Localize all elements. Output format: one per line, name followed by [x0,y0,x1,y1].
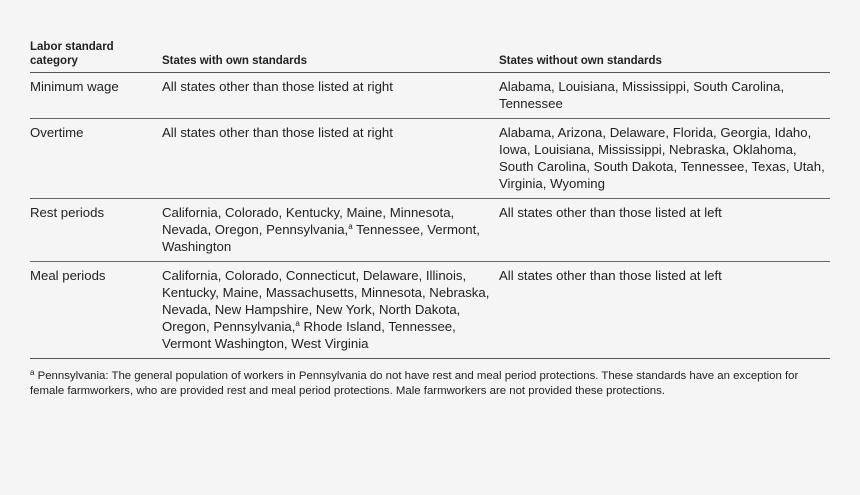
cell-category: Minimum wage [30,73,162,119]
header-states-without-own-standards: States without own standards [499,40,830,73]
table-row-rest-periods [30,199,830,262]
footnote-mark: a [30,368,35,377]
table-footnote [30,369,830,399]
cell-states-with-own [162,199,499,262]
cell-category: Overtime [30,119,162,199]
footnote-mark: a [295,319,300,328]
labor-standards-document [30,40,830,399]
cell-category: Rest periods [30,199,162,262]
footnote-mark: a [348,222,353,231]
cell-category: Meal periods [30,262,162,359]
cell-text: California, Colorado, Kentucky, Maine, Minnesota, Nevada, Oregon, Pennsylvania, [162,205,455,237]
cell-text-continued: Tennessee, Vermont, Washington [162,222,480,254]
table-row-minimum-wage [30,73,830,119]
footnote-text: Pennsylvania: The general population of workers in Pennsylvania do not have rest and meal period protections. These standards have an exception for female farmworkers, who are provided rest and meal period protections. Male farmworkers are not provided these protections. [30,370,799,397]
table-row-meal-periods [30,262,830,359]
cell-states-with-own [162,262,499,359]
header-states-with-own-standards: States with own standards [162,40,499,73]
table-header-row [30,40,830,73]
cell-states-without-own: All states other than those listed at left [499,199,830,262]
cell-text-continued: Rhode Island, Tennessee, Vermont Washington, West Virginia [162,319,456,351]
cell-text: California, Colorado, Connecticut, Delaware, Illinois, Kentucky, Maine, Massachusetts, Minnesota, Nebraska, Nevada, New Hampshire, New York, North Dakota, Oregon, Pennsylvania, [162,268,490,334]
header-category: Labor standard category [30,40,162,73]
labor-standards-table [30,40,830,359]
cell-states-with-own: All states other than those listed at right [162,73,499,119]
cell-states-with-own: All states other than those listed at right [162,119,499,199]
cell-states-without-own: Alabama, Arizona, Delaware, Florida, Georgia, Idaho, Iowa, Louisiana, Mississippi, Nebraska, Oklahoma, South Carolina, South Dakota, Tennessee, Texas, Utah, Virginia, Wyoming [499,119,830,199]
table-row-overtime [30,119,830,199]
cell-states-without-own: Alabama, Louisiana, Mississippi, South Carolina, Tennessee [499,73,830,119]
cell-states-without-own: All states other than those listed at left [499,262,830,359]
